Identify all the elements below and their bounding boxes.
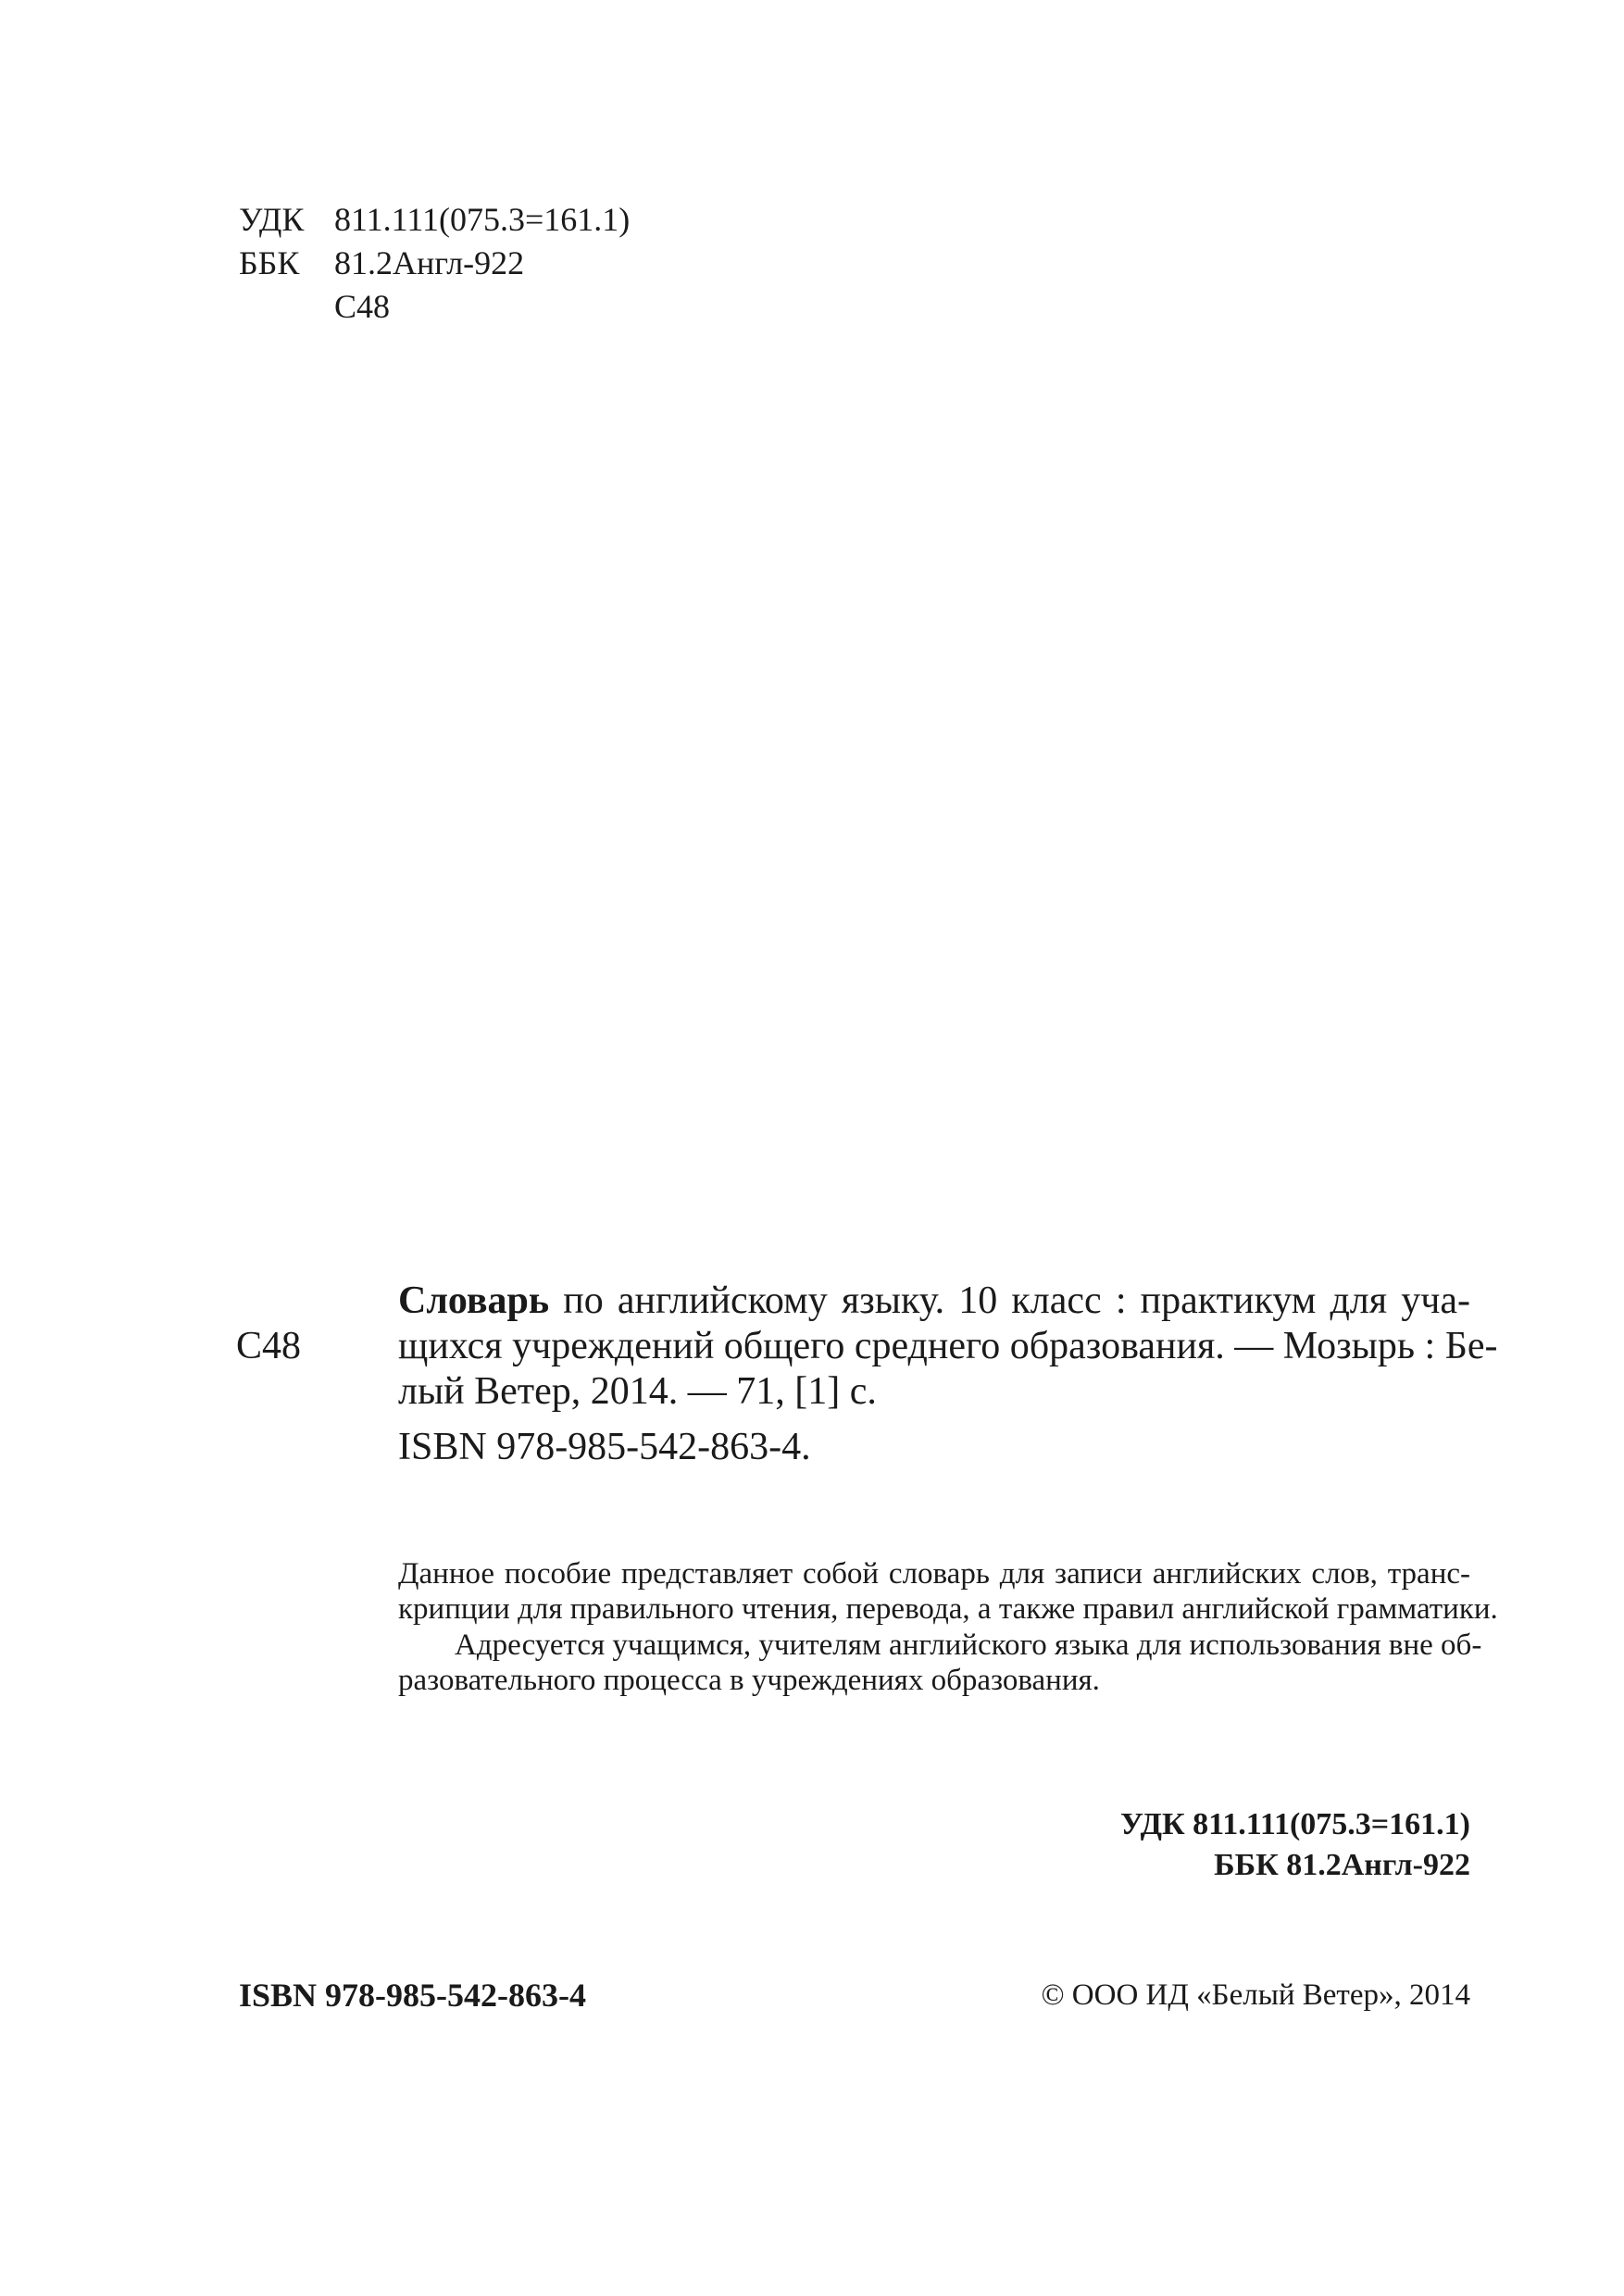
bib-isbn: ISBN 978-985-542-863-4. [398, 1426, 811, 1468]
bib-line-2: щихся учреждений общего среднего образования. — Мозырь : Бе- [398, 1325, 1498, 1367]
annotation-line-3: Адресуется учащимся, учителям английского языка для использования вне об- [455, 1628, 1482, 1662]
bbk-label: ББК [239, 244, 300, 281]
bibliographic-record [398, 1279, 1498, 1484]
copyright: © ООО ИД «Белый Ветер», 2014 [1041, 1978, 1470, 2012]
annotation [398, 1557, 1498, 1706]
annotation-line-1: Данное пособие представляет собой словарь для записи английских слов, транс- [398, 1557, 1470, 1591]
bib-line-3: лый Ветер, 2014. — 71, [1] с. [398, 1370, 877, 1413]
udk-label: УДК [239, 201, 305, 238]
annotation-line-2: крипции для правильного чтения, перевода, а также правил английской грамматики. [398, 1592, 1498, 1626]
udk-value: 811.111(075.3=161.1) [334, 201, 631, 238]
book-title: Словарь [398, 1279, 550, 1322]
bottom-udk: УДК 811.111(075.3=161.1) [1120, 1807, 1470, 1841]
cutter-code: С48 [334, 288, 391, 325]
footer-isbn: ISBN 978-985-542-863-4 [239, 1977, 586, 2014]
annotation-line-4: разовательного процесса в учреждениях образования. [398, 1664, 1100, 1697]
bottom-bbk: ББК 81.2Англ-922 [1214, 1848, 1470, 1882]
cutter-side-code: С48 [236, 1325, 302, 1367]
bbk-value: 81.2Англ-922 [334, 244, 525, 281]
bib-line-1 [398, 1280, 1470, 1321]
bib-line-1-rest: по английскому языку. 10 класс : практикум для уча- [549, 1279, 1470, 1322]
